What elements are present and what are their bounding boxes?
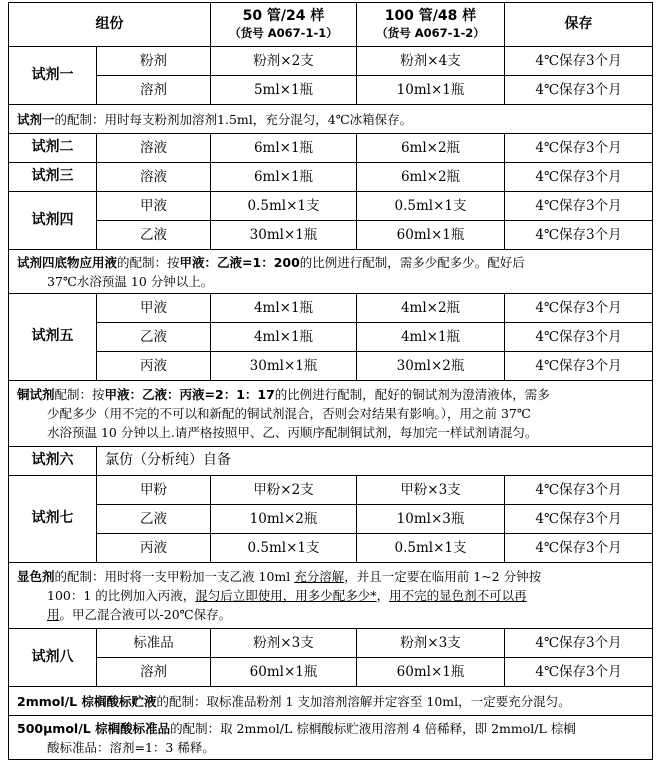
cell: 4℃保存3个月 — [505, 505, 653, 534]
note-row — [9, 563, 653, 629]
cell: 4℃保存3个月 — [505, 352, 653, 381]
cell: 粉剂×2支 — [211, 47, 357, 76]
header-100-sub: （货号 A067-1-2） — [376, 25, 485, 40]
table-row — [9, 294, 653, 323]
note-text: 少配多少（用不完的不可以和新配的铜试剂混合，否则会对结果有影响。），用之前 37℃ — [47, 406, 531, 421]
table-row — [9, 352, 653, 381]
note-text: 的配制：按 — [117, 254, 180, 270]
cell: 4℃保存3个月 — [505, 47, 653, 76]
cell: 30ml×1瓶 — [211, 221, 357, 250]
cell: 乙液 — [97, 505, 211, 534]
cell: 甲液 — [97, 294, 211, 323]
note-bold: 500μmol/L 棕榈酸标准品 — [17, 720, 171, 736]
table-row — [9, 505, 653, 534]
note-bold: 2mmol/L 棕榈酸标贮液 — [17, 693, 157, 709]
note-row — [9, 381, 653, 447]
table-row — [9, 221, 653, 250]
cell: 粉剂 — [97, 47, 211, 76]
cell: 60ml×1瓶 — [357, 221, 505, 250]
note-text: 的配制：用时将一支甲粉加一支乙液 10ml — [54, 569, 295, 584]
cell: 4℃保存3个月 — [505, 294, 653, 323]
note-bold: 显色剂 — [17, 569, 55, 584]
cell: 0.5ml×1支 — [211, 192, 357, 221]
header-storage: 保存 — [505, 3, 653, 47]
cell: 4℃保存3个月 — [505, 76, 653, 105]
note-text: 酸标准品：溶剂=1：3 稀释。 — [47, 739, 215, 755]
note-reagent-1 — [9, 105, 653, 134]
reagent-table — [8, 2, 653, 760]
note-text: 配制：按 — [54, 387, 105, 402]
cell: 10ml×3瓶 — [357, 505, 505, 534]
note-text: 100：1 的比例加入丙液， — [47, 588, 196, 603]
note-underline: 用不完的显色剂不可以再 — [389, 588, 527, 603]
table-row — [9, 163, 653, 192]
cell: 4℃保存3个月 — [505, 629, 653, 658]
header-group: 组份 — [9, 3, 211, 47]
cell: 0.5ml×1支 — [211, 534, 357, 563]
cell: 4℃保存3个月 — [505, 192, 653, 221]
header-50 — [211, 3, 357, 47]
cell: 10ml×2瓶 — [211, 505, 357, 534]
note-text: 的比例进行配制，需多少配多少。配好后 — [299, 254, 525, 270]
note-bold: 甲液：乙液=1：200 — [179, 254, 300, 270]
cell: 60ml×1瓶 — [211, 658, 357, 687]
note-underline: 混匀后立即使用，用多少配多少* — [195, 588, 377, 603]
note-underline: 用 — [47, 607, 60, 622]
cell: 溶液 — [97, 134, 211, 163]
table-row — [9, 323, 653, 352]
cell: 乙液 — [97, 323, 211, 352]
cell: 4℃保存3个月 — [505, 534, 653, 563]
reagent-2-name: 试剂二 — [9, 134, 97, 163]
note-underline: 充分溶解 — [294, 569, 345, 584]
note-text: 。甲乙混合液可以-20℃保存。 — [59, 607, 232, 622]
cell: 10ml×1瓶 — [357, 76, 505, 105]
cell: 6ml×1瓶 — [211, 163, 357, 192]
cell: 5ml×1瓶 — [211, 76, 357, 105]
cell: 4ml×2瓶 — [357, 294, 505, 323]
note-stock-solution — [9, 687, 653, 716]
table-row — [9, 47, 653, 76]
cell: 甲粉×2支 — [211, 476, 357, 505]
cell: 溶剂 — [97, 76, 211, 105]
table-row — [9, 192, 653, 221]
cell: 4℃保存3个月 — [505, 163, 653, 192]
cell: 4℃保存3个月 — [505, 476, 653, 505]
note-bold: 试剂四底物应用液 — [17, 254, 118, 270]
cell: 溶液 — [97, 163, 211, 192]
table-row — [9, 534, 653, 563]
cell: 甲粉 — [97, 476, 211, 505]
reagent-8-name: 试剂八 — [9, 629, 97, 687]
note-row — [9, 105, 653, 134]
reagent-3-name: 试剂三 — [9, 163, 97, 192]
header-50-title: 50 管/24 样 — [242, 8, 325, 25]
cell: 6ml×1瓶 — [211, 134, 357, 163]
note-row — [9, 716, 653, 760]
cell: 6ml×2瓶 — [357, 163, 505, 192]
note-text: 的比例进行配制，配好的铜试剂为澄清液体，需多 — [274, 387, 550, 402]
note-bold: 甲液：乙液：丙液=2：1：17 — [104, 387, 275, 402]
note-text: 的配制：取标准品粉剂 1 支加溶剂溶解并定容至 10ml，一定要充分混匀。 — [156, 693, 571, 709]
header-100-title: 100 管/48 样 — [384, 8, 477, 25]
note-text: 的配制：用时每支粉剂加溶剂1.5ml，充分混匀，4℃冰箱保存。 — [54, 111, 413, 127]
cell: 粉剂×3支 — [211, 629, 357, 658]
cell: 4℃保存3个月 — [505, 221, 653, 250]
note-text: 37℃水浴预温 10 分钟以上。 — [47, 273, 214, 289]
cell: 0.5ml×1支 — [357, 192, 505, 221]
cell: 粉剂×4支 — [357, 47, 505, 76]
note-reagent-4 — [9, 250, 653, 294]
reagent-7-name: 试剂七 — [9, 476, 97, 563]
cell: 4ml×1瓶 — [357, 323, 505, 352]
note-bold: 铜试剂 — [17, 387, 55, 402]
cell: 6ml×2瓶 — [357, 134, 505, 163]
cell: 4℃保存3个月 — [505, 658, 653, 687]
table-row — [9, 476, 653, 505]
note-reagent-7 — [9, 563, 653, 629]
note-text: ， — [376, 588, 390, 603]
note-reagent-5 — [9, 381, 653, 447]
note-text: ，并且一定要在临用前 1~2 分钟按 — [344, 569, 542, 584]
cell: 溶剂 — [97, 658, 211, 687]
reagent-6-text: 氯仿（分析纯）自备 — [97, 447, 653, 476]
reagent-5-name: 试剂五 — [9, 294, 97, 381]
cell: 丙液 — [97, 352, 211, 381]
note-row — [9, 687, 653, 716]
header-row — [9, 3, 653, 47]
cell: 0.5ml×1支 — [357, 534, 505, 563]
cell: 60ml×1瓶 — [357, 658, 505, 687]
cell: 4ml×1瓶 — [211, 294, 357, 323]
cell: 4ml×1瓶 — [211, 323, 357, 352]
cell: 标准品 — [97, 629, 211, 658]
cell: 丙液 — [97, 534, 211, 563]
header-100 — [357, 3, 505, 47]
cell: 30ml×1瓶 — [211, 352, 357, 381]
cell: 甲液 — [97, 192, 211, 221]
note-bold: 试剂一 — [17, 111, 55, 127]
table-row — [9, 134, 653, 163]
note-text: 的配制：取 2mmol/L 棕榈酸标贮液用溶剂 4 倍稀释，即 2mmol/L 棕榈 — [170, 720, 576, 736]
reagent-1-name: 试剂一 — [9, 47, 97, 105]
reagent-6-name: 试剂六 — [9, 447, 97, 476]
table-row — [9, 76, 653, 105]
cell: 4℃保存3个月 — [505, 323, 653, 352]
note-row — [9, 250, 653, 294]
note-text: 水浴预温 10 分钟以上.请严格按照甲、乙、丙顺序配制铜试剂，每加完一样试剂请混匀。 — [47, 425, 538, 440]
table-row — [9, 658, 653, 687]
cell: 4℃保存3个月 — [505, 134, 653, 163]
cell: 乙液 — [97, 221, 211, 250]
table-row — [9, 629, 653, 658]
reagent-4-name: 试剂四 — [9, 192, 97, 250]
header-50-sub: （货号 A067-1-1） — [229, 25, 338, 40]
cell: 粉剂×3支 — [357, 629, 505, 658]
cell: 30ml×2瓶 — [357, 352, 505, 381]
table-row — [9, 447, 653, 476]
cell: 甲粉×3支 — [357, 476, 505, 505]
note-standard — [9, 716, 653, 760]
